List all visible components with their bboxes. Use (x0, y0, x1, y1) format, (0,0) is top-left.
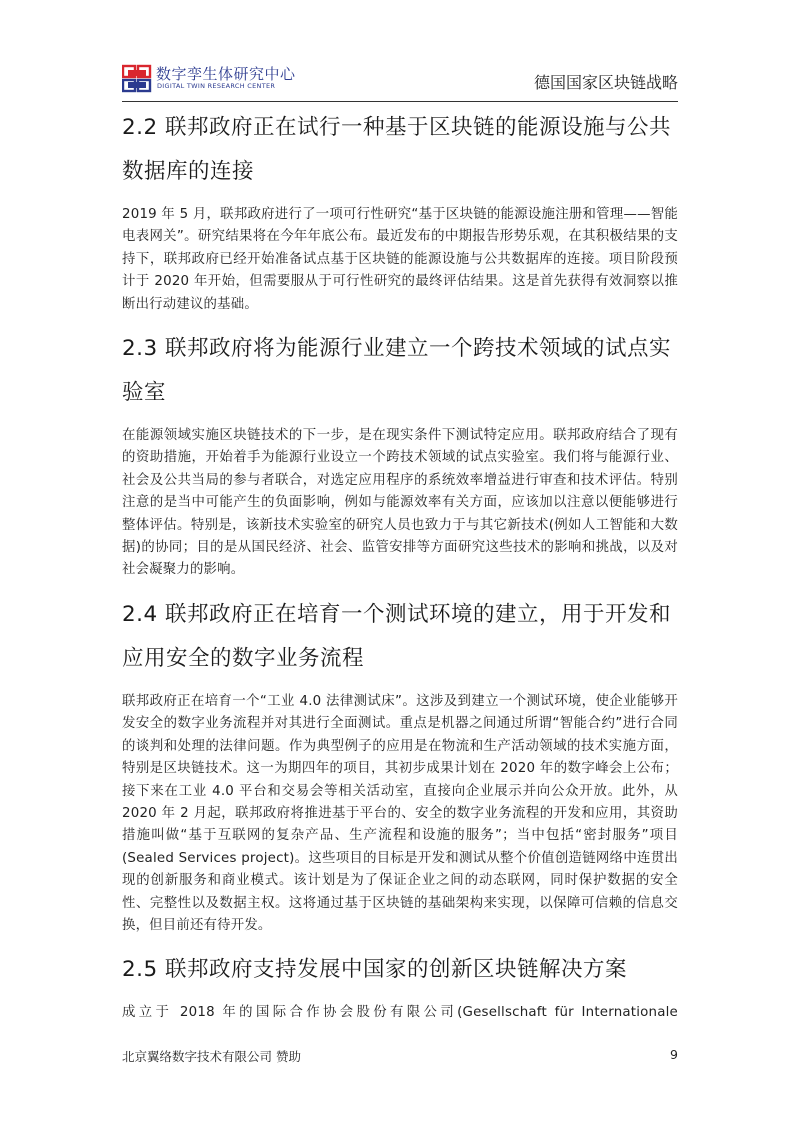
page-footer (122, 1047, 678, 1067)
header-divider (122, 101, 678, 102)
logo-text-en: DIGITAL TWIN RESEARCH CENTER (157, 82, 276, 90)
page-header (122, 62, 678, 100)
digital-twin-logo-icon (122, 64, 152, 94)
section-heading-2-5: 2.5 联邦政府支持发展中国家的创新区块链解决方案 (122, 957, 628, 983)
document-title: 德国国家区块链战略 (533, 73, 678, 92)
section-body-2-4: 联邦政府正在培育一个“工业 4.0 法律测试床”。这涉及到建立一个测试环境，使企业能够开发安全的数字业务流程并对其进行全面测试。重点是机器之间通过所谓“智能合约”进行合同的谈判和处理的法律问题。作为典型例子的应用是在物流和生产活动领域的技术实施方面，特别是区块链技术。这一为期四年的项目，其初步成果计划在 2020 年的数字峰会上公布；接下来在工业 4.0 平台和交易会等相关活动室，直接向企业展示并向公众开放。此外，从 2020 年 2 月起，联邦政府将推进基于平台的、安全的数字业务流程的开发和应用，其资助措施叫做“基于互联网的复杂产品、生产流程和设施的服务”；当中包括“密封服务”项目(Sealed Services project)。这些项目的目标是开发和测试从整个价值创造链网络中连贯出现的创新服务和商业模式。该计划是为了保证企业之间的动态联网，同时保护数据的安全性、完整性以及数据主权。这将通过基于区块链的基础架构来实现，以保障可信赖的信息交换，但目前还有待开发。 (122, 693, 678, 933)
section-heading-2-3: 2.3 联邦政府将为能源行业建立一个跨技术领域的试点实验室 (122, 336, 672, 406)
footer-sponsor: 北京翼络数字技术有限公司 赞助 (122, 1049, 301, 1064)
section-body-2-3: 在能源领域实施区块链技术的下一步，是在现实条件下测试特定应用。联邦政府结合了现有的资助措施，开始着手为能源行业设立一个跨技术领域的试点实验室。我们将与能源行业、社会及公共当局的参与者联合，对选定应用程序的系统效率增益进行审查和技术评估。特别注意的是当中可能产生的负面影响，例如与能源效率有关方面，应该加以注意以便能够进行整体评估。特别是，该新技术实验室的研究人员也致力于与其它新技术(例如人工智能和大数据)的协同；目的是从国民经济、社会、监管安排等方面研究这些技术的影响和挑战，以及对社会凝聚力的影响。 (122, 428, 678, 578)
section-heading-2-4: 2.4 联邦政府正在培育一个测试环境的建立，用于开发和应用安全的数字业务流程 (122, 601, 672, 671)
page-number: 9 (670, 1047, 678, 1062)
section-body-2-5: 成立于 2018 年的国际合作协会股份有限公司(Gesellschaft für Internationale (122, 1005, 678, 1021)
section-body-2-2: 2019 年 5 月，联邦政府进行了一项可行性研究“基于区块链的能源设施注册和管理——智能电表网关”。研究结果将在今年年底公布。最近发布的中期报告形势乐观，在其积极结果的支持下，联邦政府已经开始准备试点基于区块链的能源设施与公共数据库的连接。项目阶段预计于 2020 年开始，但需要服从于可行性研究的最终评估结果。这是首先获得有效洞察以推断出行动建议的基础。 (122, 207, 678, 312)
logo-text-cn: 数字孪生体研究中心 (156, 65, 296, 83)
section-heading-2-2: 2.2 联邦政府正在试行一种基于区块链的能源设施与公共数据库的连接 (122, 115, 672, 184)
logo (122, 62, 296, 98)
main-content (122, 106, 678, 1025)
